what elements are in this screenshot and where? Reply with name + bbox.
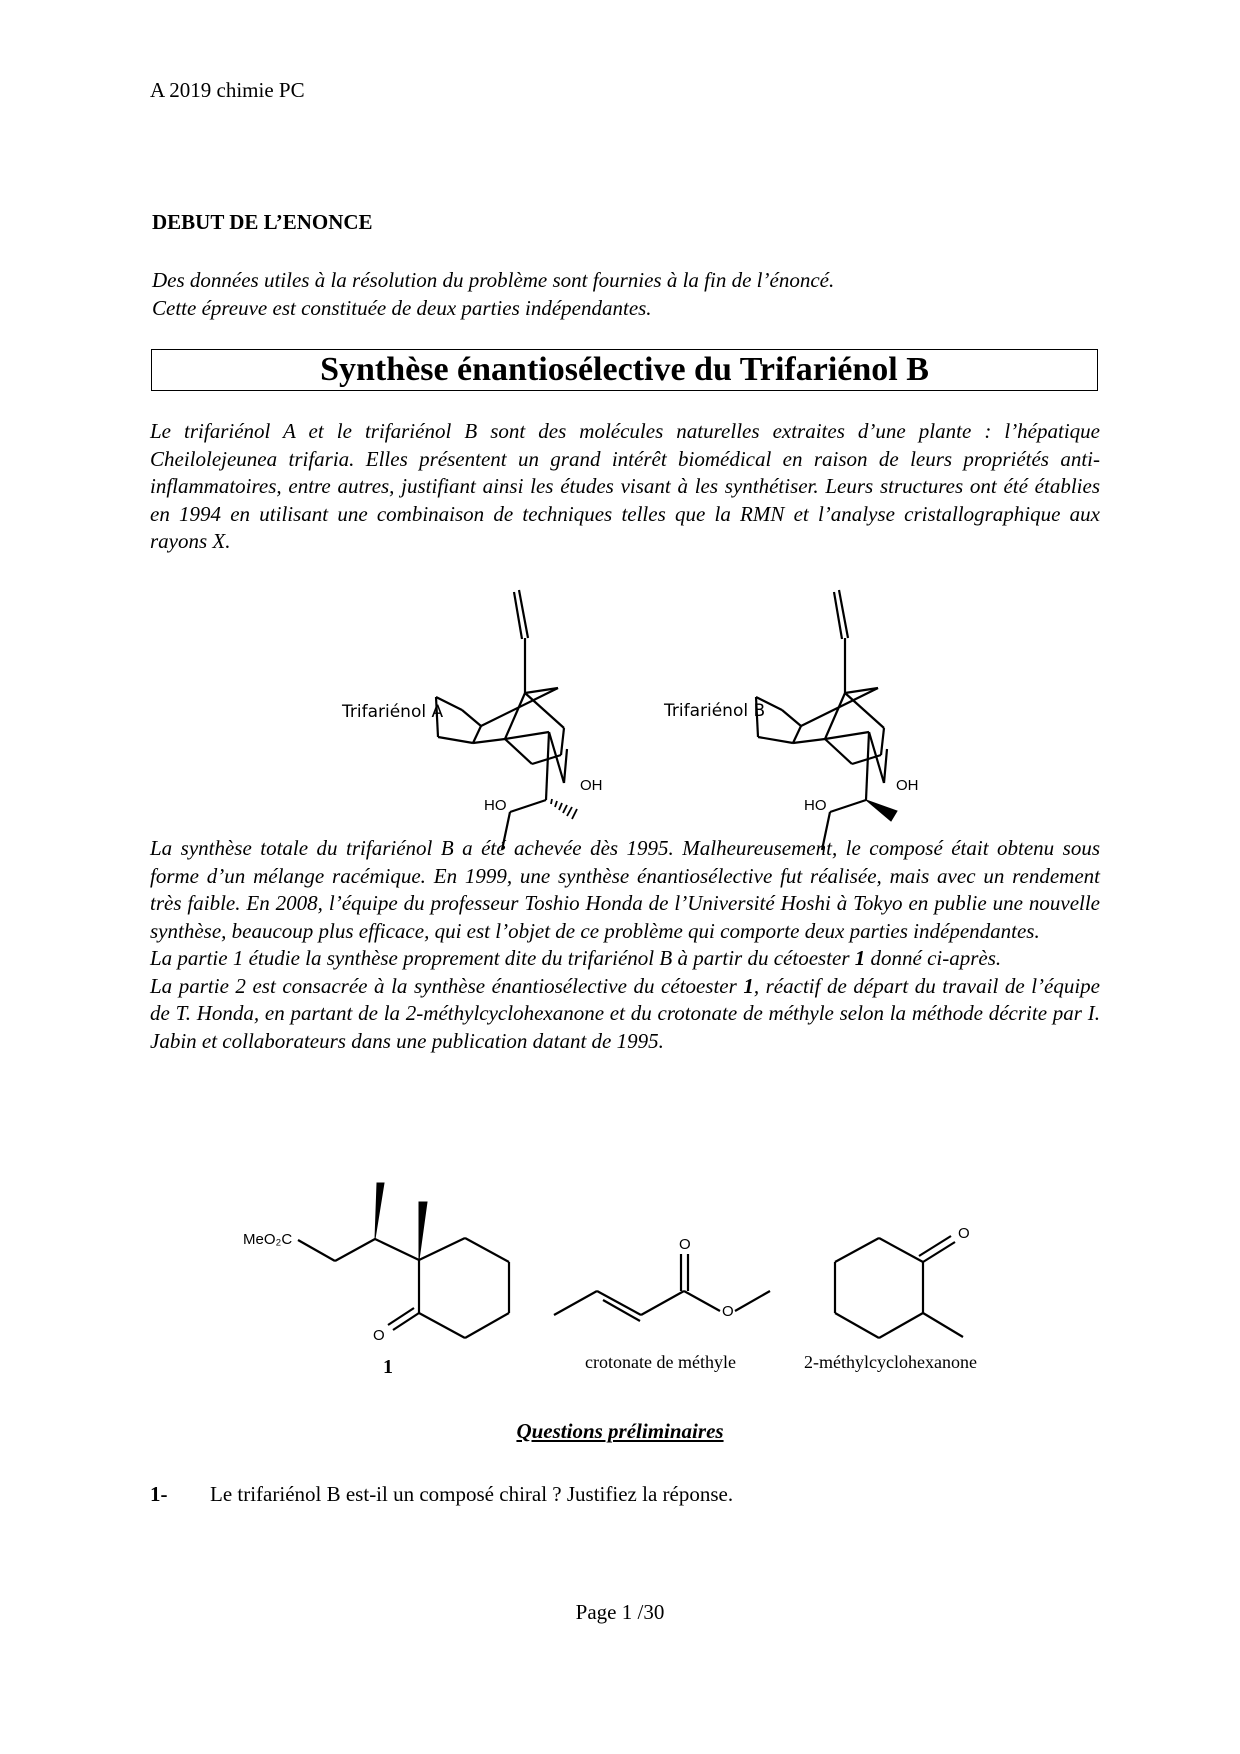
p2-compound-ref: 1 [854,946,866,970]
trifarienol-b-structure [756,590,897,850]
p3-text-before: La partie 2 est consacrée à la synthèse énantiosélective du cétoester [150,973,744,998]
oxygen-label-crotonate-ester: O [722,1303,734,1320]
solid-wedge-b [866,800,897,821]
paragraph-intro-text: Le trifariénol A et le trifariénol B sont des molécules naturelles extraites d’une plante : l’hépatique Cheilolejeunea trifaria. Elles présentent un grand intérêt biomédical en raison de leurs propriétés anti-inflammatoires, entre autres, justifiant ainsi les études visant à les synthétiser. Leurs structures ont été établies en 1994 en utilisant une combinaison de techniques telles que la RMN et l’analyse cristallographique aux rayons X. [150,419,1100,553]
oxygen-label-1: O [373,1327,385,1344]
label-trifarienol-a: Trifariénol A [342,702,444,722]
p3-compound-ref: 1 [743,973,754,998]
intro-line-1: Des données utiles à la résolution du problème sont fournies à la fin de l’énoncé. [152,268,835,292]
hashed-wedge-a [549,799,577,819]
oxygen-label-ketone: O [958,1225,970,1242]
compound-1-number: 1 [383,1356,393,1378]
page-footer: Page 1 /30 [575,1600,665,1624]
debut-heading: DEBUT DE L’ENONCE [152,210,373,234]
trifarienol-a-structure [436,590,577,850]
ho-label-b: HO [804,797,827,814]
question-1-number: 1- [150,1482,168,1506]
crotonate-label: crotonate de méthyle [585,1352,736,1372]
oh-label-a: OH [580,777,603,794]
paragraph-synthesis-1: La synthèse totale du trifariénol B a été achevée dès 1995. Malheureusement, le composé était obtenu sous forme d’un mélange racémique. En 1999, une synthèse énantiosélective fut réalisée, mais avec un rendement très faible. En 2008, l’équipe du professeur Toshio Honda de l’Université Hoshi à Tokyo en publie une nouvelle synthèse, beaucoup plus efficace, qui est l’objet de ce problème qui comporte deux parties indépendantes. [150,836,1100,943]
section-title: Questions préliminaires [516,1419,724,1443]
oxygen-label-crotonate-carbonyl: O [679,1236,691,1253]
ester-group-label: MeO₂C [243,1231,293,1248]
p3-text-after: , réactif de départ du travail de l’équipe de T. Honda, en partant de la 2-méthylcyclohexanone et du crotonate de méthyle selon la méthode décrite par I. Jabin et collaborateurs dans une publication datant de 1995. [150,973,1100,1053]
intro-line-2: Cette épreuve est constituée de deux parties indépendantes. [152,296,652,320]
compound-1-structure [298,1183,509,1338]
p2-text-before: La partie 1 étudie la synthèse proprement dite du trifariénol B à partir du cétoester [150,946,855,970]
paragraph-synthesis-3 [150,973,1100,1056]
p2-text-after: donné ci-après. [865,946,1002,970]
page-title: Synthèse énantiosélective du Trifariénol B [151,349,1098,391]
oh-label-b: OH [896,777,919,794]
crotonate-structure [554,1254,770,1321]
methylcyclohexanone-label: 2-méthylcyclohexanone [804,1352,977,1372]
question-1-text: Le trifariénol B est-il un composé chiral ? Justifiez la réponse. [210,1482,734,1506]
paragraph-synthesis-2 [150,945,1100,973]
paragraph-synthesis [150,835,1100,1055]
label-trifarienol-b: Trifariénol B [664,701,766,721]
ho-label-a: HO [484,797,507,814]
page-header: A 2019 chimie PC [150,78,305,102]
methylcyclohexanone-structure [835,1236,963,1338]
